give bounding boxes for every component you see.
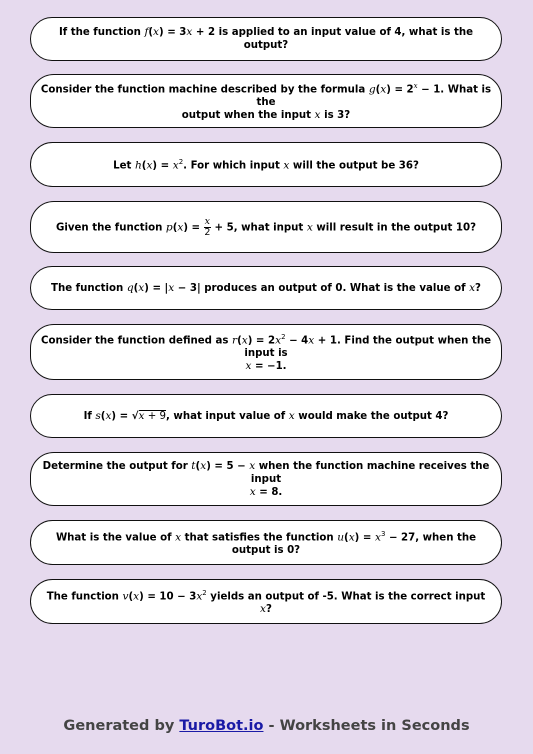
question-text: Determine the output for t(x) = 5 − x when the function machine receives the input x = 8. [42,459,490,498]
question-card [30,17,502,61]
question-card [30,201,502,253]
question-card [30,394,502,438]
question-text: The function $v(x) = 10 - 3x^2$ yields an output of -5. What is the correct input x? [46,588,486,616]
question-text: The function q(x) = |x − 3| produces an output of 0. What is the value of x? [51,281,481,294]
question-card [30,579,502,624]
question-text: If s(x) = √x + 9, what input value of x would make the output 4? [83,409,449,422]
question-text: Given the function p(x) = $\frac{x}{2}$ + 5, what input x will result in the output 10? [56,215,476,238]
question-text: Consider the function defined as $r(x) = 2x^2 - 4x + 1$. Find the output when the input is x = −1. [40,332,491,373]
question-card [30,74,502,128]
question-text: What is the value of x that satisfies the function $u(x) = x^3 - 27$, when the output is 0? [55,529,477,557]
question-card [30,452,502,506]
footer-prefix: Generated by [63,718,175,734]
turobot-link[interactable]: TuroBot.io [179,718,264,734]
footer-suffix: - Worksheets in Seconds [268,718,470,734]
question-card [30,520,502,565]
question-card [30,266,502,310]
footer [0,718,533,734]
question-text: If the function f(x) = 3x + 2 is applied to an input value of 4, what is the output? [58,26,474,51]
question-text: Let $h(x) = x^2$. For which input x will the output be 36? [113,158,419,172]
question-text: Consider the function machine described by the formula $g(x) = 2^x - 1$. What is the output when the input x is 3? [40,81,492,122]
question-card [30,142,502,187]
question-card [30,324,502,380]
